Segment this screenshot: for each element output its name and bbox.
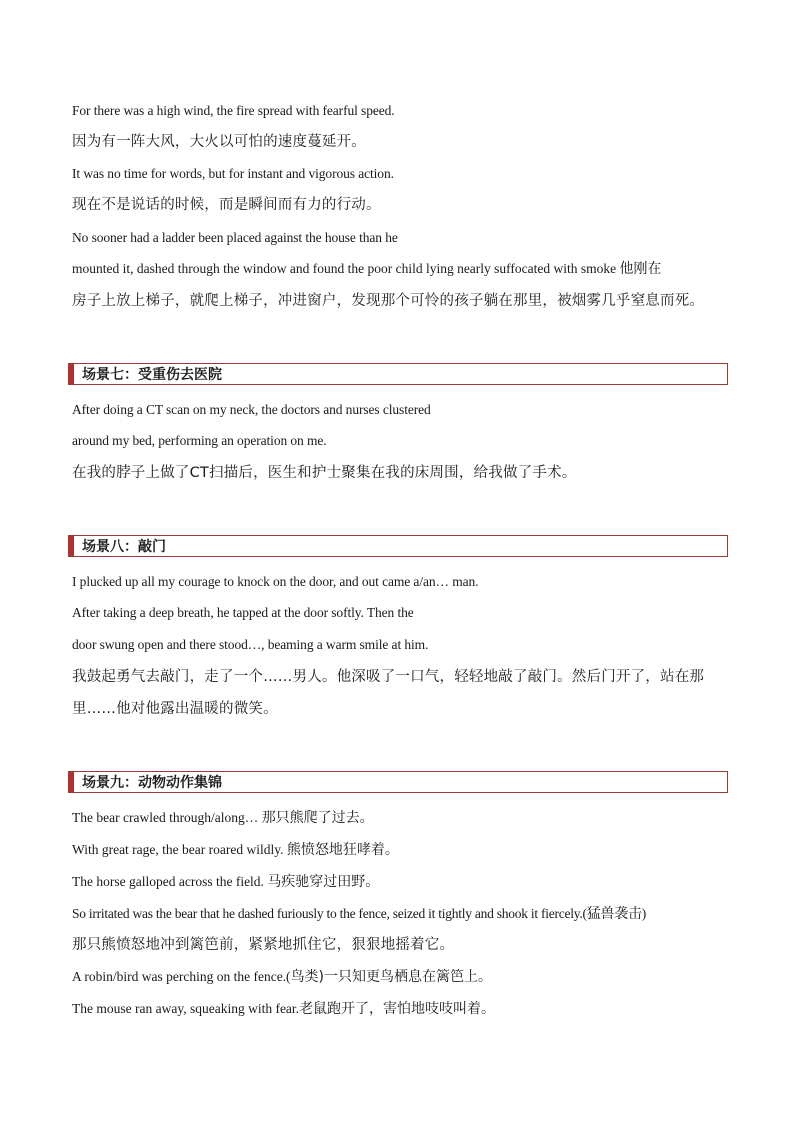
text-line: I plucked up all my courage to knock on the door, and out came a/an… man.: [72, 574, 479, 589]
text-line: After taking a deep breath, he tapped at the door softly. Then the: [72, 605, 414, 620]
text-line: After doing a CT scan on my neck, the doctors and nurses clustered: [72, 402, 431, 417]
text-zh: 他刚在: [619, 261, 662, 277]
text-en: The horse galloped across the field.: [72, 874, 268, 889]
text-zh: 老鼠跑开了，害怕地吱吱叫着。: [299, 1001, 496, 1017]
section-heading: [68, 771, 728, 793]
text-line: [72, 808, 374, 828]
text-zh: 猛兽袭击: [586, 906, 642, 922]
section-heading: [68, 535, 728, 557]
text-line: [72, 872, 379, 892]
section-title: 场景九：动物动作集锦: [82, 775, 222, 791]
text-zh: 马疾驰穿过田野。: [267, 874, 380, 890]
text-line: 我鼓起勇气去敲门，走了一个……男人。他深吸了一口气，轻轻地敲了敲门。然后门开了，站在那: [72, 669, 705, 685]
text-line: [72, 904, 646, 924]
text-line: No sooner had a ladder been placed against the house than he: [72, 230, 398, 245]
heading-accent-bar: [69, 536, 74, 556]
text-line: around my bed, performing an operation on me.: [72, 433, 327, 448]
text-line: [72, 999, 495, 1019]
text-line: 房子上放上梯子，就爬上梯子，冲进窗户，发现那个可怜的孩子躺在那里，被烟雾几乎窒息而死。: [72, 293, 705, 309]
text-line: 因为有一阵大风，大火以可怕的速度蔓延开。: [72, 134, 366, 150]
text-zh: 鸟类)一只知更鸟栖息在篱笆上。: [290, 969, 493, 985]
text-en: The bear crawled through/along…: [72, 810, 262, 825]
text-line: [72, 259, 662, 279]
text-line: 那只熊愤怒地冲到篱笆前，紧紧地抓住它，狠狠地摇着它。: [72, 937, 455, 953]
text-en: A robin/bird was perching on the fence.(: [72, 969, 291, 984]
heading-accent-bar: [69, 772, 74, 792]
text-line: 现在不是说话的时候，而是瞬间而有力的行动。: [72, 197, 381, 213]
heading-accent-bar: [69, 364, 74, 384]
text-line: [72, 967, 492, 987]
text-line: 里……他对他露出温暖的微笑。: [72, 701, 278, 717]
text-en: So irritated was the bear that he dashed furiously to the fence, seized it tightly and shook it fiercely.(: [72, 906, 587, 921]
section-heading: [68, 363, 728, 385]
text-zh: 熊愤怒地狂哮着。: [286, 842, 399, 858]
text-line: For there was a high wind, the fire spread with fearful speed.: [72, 103, 395, 118]
text-line: It was no time for words, but for instant and vigorous action.: [72, 166, 394, 181]
text-en: ): [641, 906, 646, 921]
text-line: 在我的脖子上做了CT扫描后，医生和护士聚集在我的床周围，给我做了手术。: [72, 465, 577, 481]
text-en: The mouse ran away, squeaking with fear.: [72, 1001, 300, 1016]
section-title: 场景七：受重伤去医院: [82, 367, 222, 383]
text-line: door swung open and there stood…, beaming a warm smile at him.: [72, 637, 429, 652]
text-line: [72, 840, 399, 860]
text-en: With great rage, the bear roared wildly.: [72, 842, 287, 857]
text-en: mounted it, dashed through the window and found the poor child lying nearly suffocated with smoke: [72, 261, 620, 276]
section-title: 场景八：敲门: [82, 539, 166, 555]
text-zh: 那只熊爬了过去。: [261, 810, 374, 826]
